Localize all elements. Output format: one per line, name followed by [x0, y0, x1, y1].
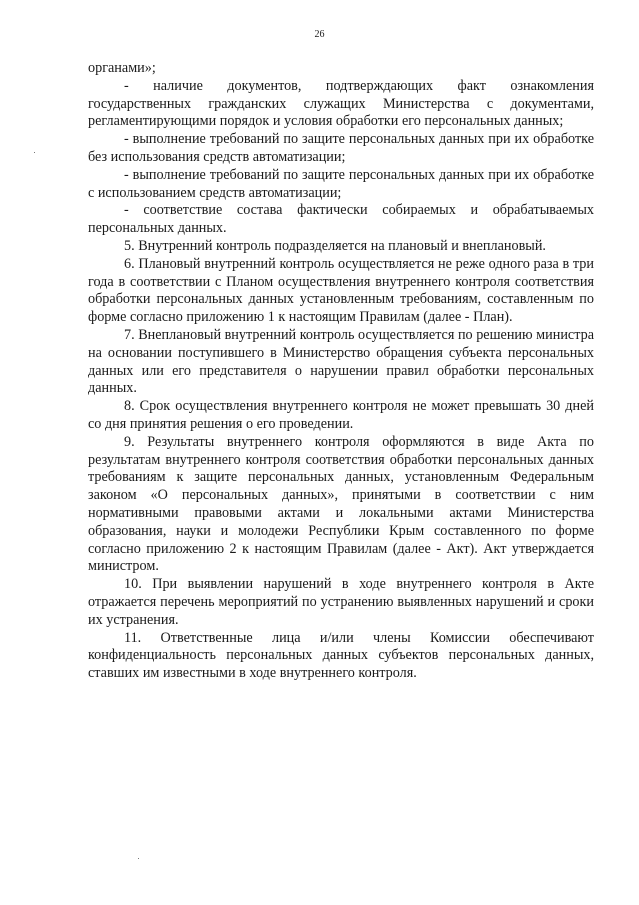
- page-number: 26: [314, 29, 325, 40]
- scan-speck: [138, 858, 139, 859]
- paragraph-item-11: 11. Ответственные лица и/или члены Комиссии обеспечивают конфиденциальность персональных данных субъектов персональных данных, ставших им известными в ходе внутреннего контроля.: [88, 629, 594, 682]
- paragraph-item-5: 5. Внутренний контроль подразделяется на плановый и внеплановый.: [124, 237, 546, 254]
- paragraph-item-10: 10. При выявлении нарушений в ходе внутреннего контроля в Акте отражается перечень мероприятий по устранению выявленных нарушений и сроки их устранения.: [88, 576, 594, 628]
- paragraph-list-item: - выполнение требований по защите персональных данных при их обработке с использованием средств автоматизации;: [88, 166, 594, 201]
- paragraph-continuation: органами»;: [88, 60, 156, 76]
- paragraph-item-8: 8. Срок осуществления внутреннего контроля не может превышать 30 дней со дня принятия решения о его проведении.: [88, 398, 594, 432]
- paragraph-item-6: 6. Плановый внутренний контроль осуществляется не реже одного раза в три года в соответствии с Планом осуществления внутреннего контроля соответствия обработки персональных данных установленным требованиям, составленным по форме согласно приложению 1 к настоящим Правилам (далее - План).: [88, 255, 594, 326]
- paragraph-item-7: 7. Внеплановый внутренний контроль осуществляется по решению министра на основании поступившего в Министерство обращения субъекта персональных данных или его представителя о нарушении правил обработки персональных данных.: [88, 326, 594, 397]
- paragraph-list-item: - выполнение требований по защите персональных данных при их обработке без использования средств автоматизации;: [88, 131, 594, 165]
- document-body: [88, 60, 594, 683]
- paragraph-list-item: - наличие документов, подтверждающих факт ознакомления государственных гражданских служащих Министерства с документами, регламентирующими порядок и условия обработки его персональных данных;: [88, 77, 594, 130]
- paragraph-list-item: - соответствие состава фактически собираемых и обрабатываемых персональных данных.: [88, 202, 594, 237]
- scan-speck: [34, 152, 35, 153]
- paragraph-item-9: 9. Результаты внутреннего контроля оформляются в виде Акта по результатам внутреннего контроля соответствия обработки персональных данных требованиям к защите персональных данных, установленным Федеральным законом «О персональных данных», принятыми в соответствии с ним нормативными правовыми актами и локальными актами Министерства образования, науки и молодежи Республики Крым составленного по форме согласно приложению 2 к настоящим Правилам (далее - Акт). Акт утверждается министром.: [88, 433, 594, 575]
